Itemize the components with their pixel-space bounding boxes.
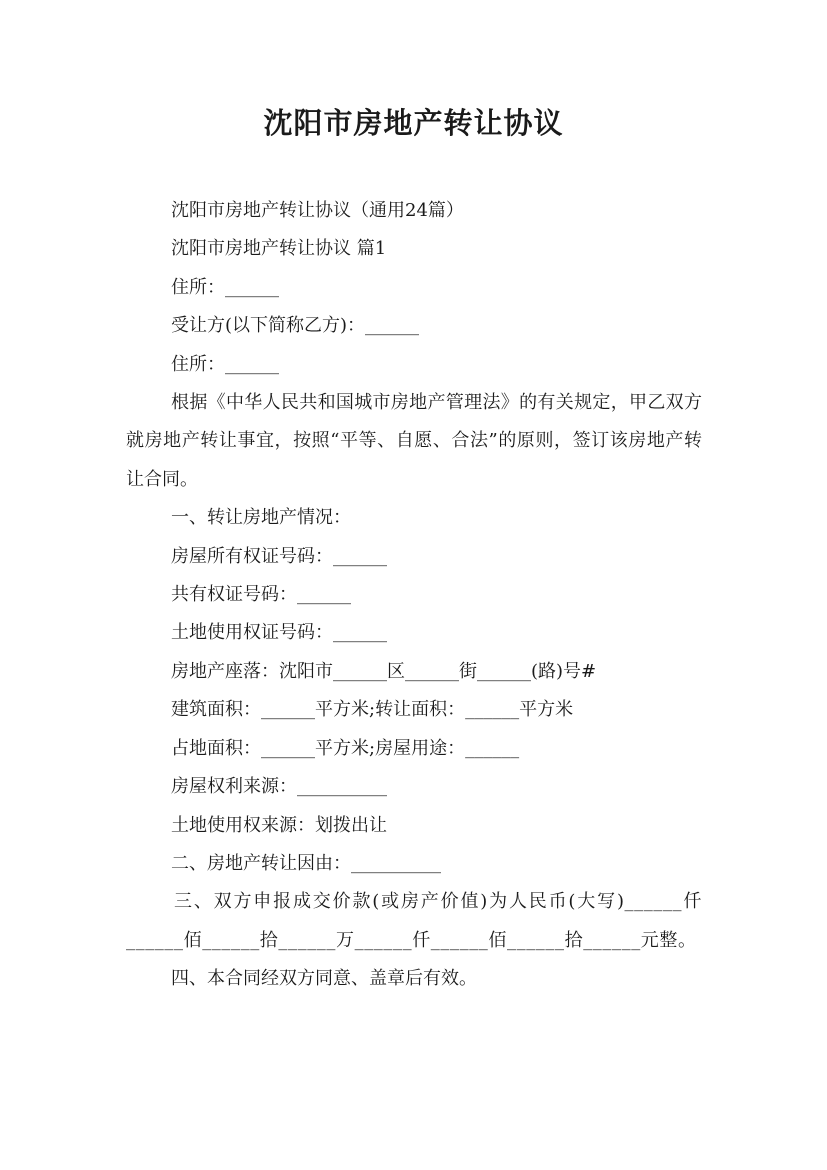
- paragraph-land-rights-source: 土地使用权来源：划拨出让: [171, 814, 387, 836]
- paragraph-land-area: 占地面积：______平方米;房屋用途：______: [171, 737, 520, 759]
- paragraph-rights-source: 房屋权利来源：__________: [171, 776, 387, 798]
- paragraph-clause-3: 三、双方申报成交价款(或房产价值)为人民币(大写)______仟______佰______拾______万______仟______佰______拾______元整。: [126, 891, 702, 951]
- paragraph-land-use-cert: 土地使用权证号码：______: [171, 622, 387, 644]
- paragraph-ownership-cert: 房屋所有权证号码：______: [171, 545, 387, 567]
- paragraph-transferee: 受让方(以下简称乙方)：______: [171, 315, 420, 337]
- paragraph-property-location: 房地产座落：沈阳市______区______街______(路)号#: [171, 660, 597, 682]
- paragraph-clause-4: 四、本合同经双方同意、盖章后有效。: [171, 968, 477, 990]
- paragraph-building-area: 建筑面积：______平方米;转让面积：______平方米: [171, 699, 574, 721]
- paragraph-transferor-address: 住所：______: [171, 276, 279, 298]
- paragraph-co-ownership-cert: 共有权证号码：______: [171, 584, 351, 606]
- paragraph-preamble: 根据《中华人民共和国城市房地产管理法》的有关规定，甲乙双方就房地产转让事宜，按照“平等、自愿、合法”的原则，签订该房地产转让合同。: [126, 392, 702, 490]
- document-body: [126, 192, 702, 999]
- document-title: 沈阳市房地产转让协议: [263, 106, 564, 140]
- paragraph-clause-1-heading: 一、转让房地产情况：: [171, 507, 351, 529]
- paragraph-section-heading: 沈阳市房地产转让协议 篇1: [171, 238, 387, 260]
- paragraph-subtitle: 沈阳市房地产转让协议（通用24篇）: [171, 200, 464, 221]
- paragraph-clause-2: 二、房地产转让因由：__________: [171, 852, 441, 874]
- paragraph-transferee-address: 住所：______: [171, 353, 279, 375]
